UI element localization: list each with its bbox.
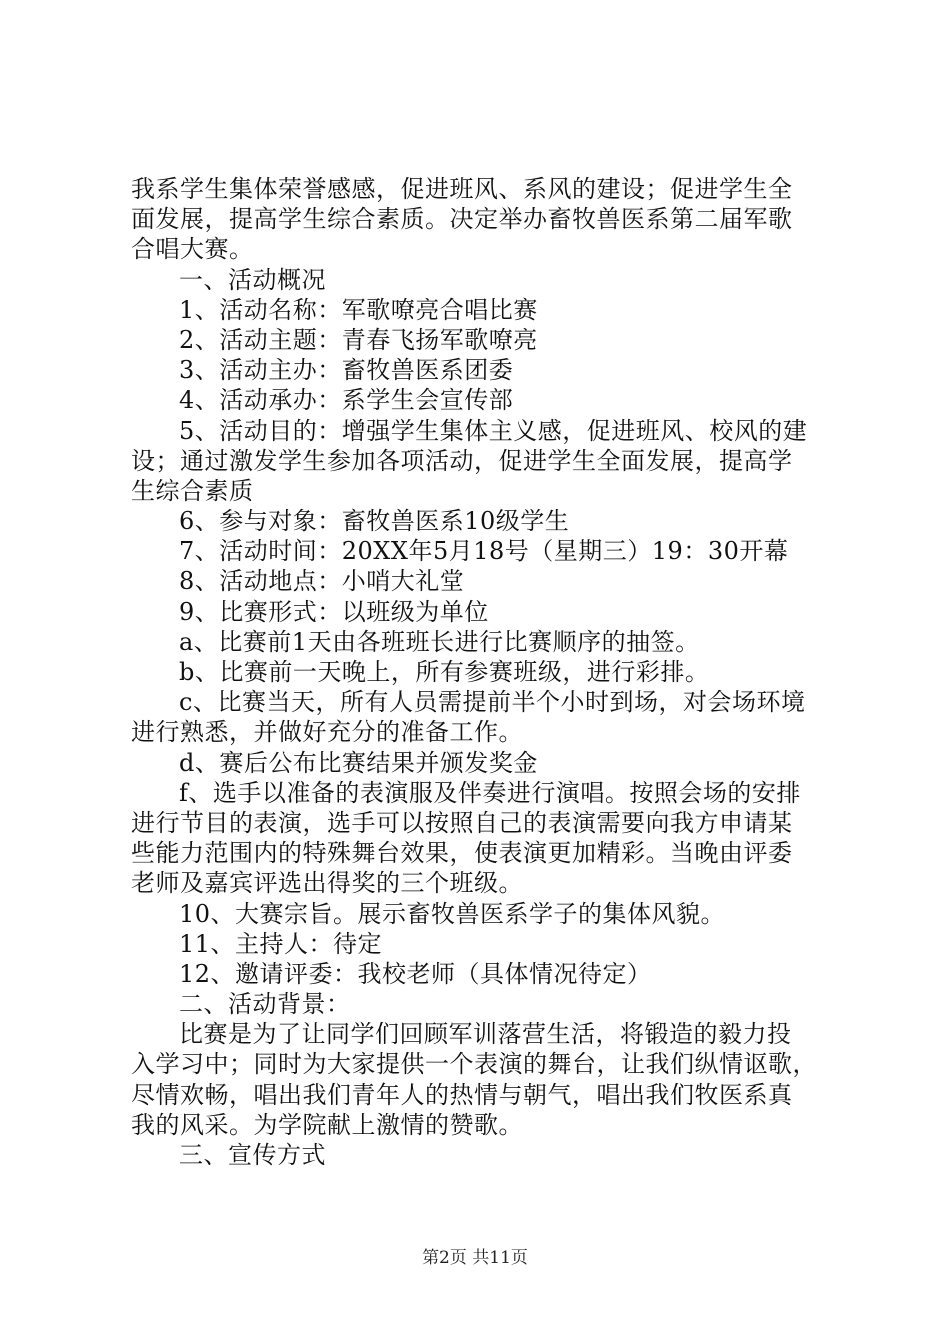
text-line: 进行熟悉，并做好充分的准备工作。: [131, 718, 523, 747]
page-footer: 第2页 共11页: [422, 1248, 528, 1268]
text-line: 入学习中；同时为大家提供一个表演的舞台，让我们纵情讴歌，: [131, 1050, 817, 1079]
text-line: 4、活动承办：系学生会宣传部: [179, 386, 514, 415]
text-line: 8、活动地点：小哨大礼堂: [179, 567, 465, 596]
text-line: 生综合素质: [131, 476, 254, 505]
text-line: 一、活动概况: [179, 265, 326, 294]
text-line: 7、活动时间：20XX年5月18号（星期三）19：30开幕: [179, 537, 789, 566]
text-line: 11、主持人：待定: [179, 929, 383, 958]
text-line: 比赛是为了让同学们回顾军训落营生活，将锻造的毅力投: [179, 1020, 792, 1049]
text-line: 12、邀请评委：我校老师（具体情况待定）: [179, 959, 652, 988]
text-line: 尽情欢畅，唱出我们青年人的热情与朝气，唱出我们牧医系真: [131, 1080, 793, 1109]
text-line: 我的风采。为学院献上激情的赞歌。: [131, 1110, 523, 1139]
text-line: b、比赛前一天晚上，所有参赛班级，进行彩排。: [179, 658, 710, 686]
text-line: 些能力范围内的特殊舞台效果，使表演更加精彩。当晚由评委: [131, 839, 793, 868]
text-line: 2、活动主题：青春飞扬军歌嘹亮: [179, 325, 538, 354]
text-line: d、赛后公布比赛结果并颁发奖金: [179, 748, 538, 777]
text-line: 进行节目的表演，选手可以按照自己的表演需要向我方申请某: [131, 808, 793, 837]
text-line: 老师及嘉宾评选出得奖的三个班级。: [131, 869, 523, 898]
text-line: 面发展，提高学生综合素质。决定举办畜牧兽医系第二届军歌: [131, 205, 793, 234]
text-line: 1、活动名称：军歌嘹亮合唱比赛: [179, 295, 538, 324]
text-line: 我系学生集体荣誉感感，促进班风、系风的建设；促进学生全: [131, 175, 793, 203]
text-line: 5、活动目的：增强学生集体主义感，促进班风、校风的建: [179, 416, 808, 445]
document-body: [131, 174, 831, 1170]
text-line: f、选手以准备的表演服及伴奏进行演唱。按照会场的安排: [179, 778, 801, 807]
text-line: 9、比赛形式：以班级为单位: [179, 597, 489, 626]
text-line: c、比赛当天，所有人员需提前半个小时到场，对会场环境: [179, 688, 806, 717]
text-line: 三、宣传方式: [179, 1141, 326, 1169]
text-line: 6、参与对象：畜牧兽医系10级学生: [179, 507, 570, 536]
text-line: 3、活动主办：畜牧兽医系团委: [179, 356, 514, 385]
text-line: 设；通过激发学生参加各项活动，促进学生全面发展，提高学: [131, 446, 793, 475]
text-line: a、比赛前1天由各班班长进行比赛顺序的抽签。: [179, 627, 700, 656]
text-line: 二、活动背景：: [179, 990, 351, 1019]
text-line: 合唱大赛。: [131, 235, 254, 264]
text-line: 10、大赛宗旨。展示畜牧兽医系学子的集体风貌。: [179, 899, 726, 928]
